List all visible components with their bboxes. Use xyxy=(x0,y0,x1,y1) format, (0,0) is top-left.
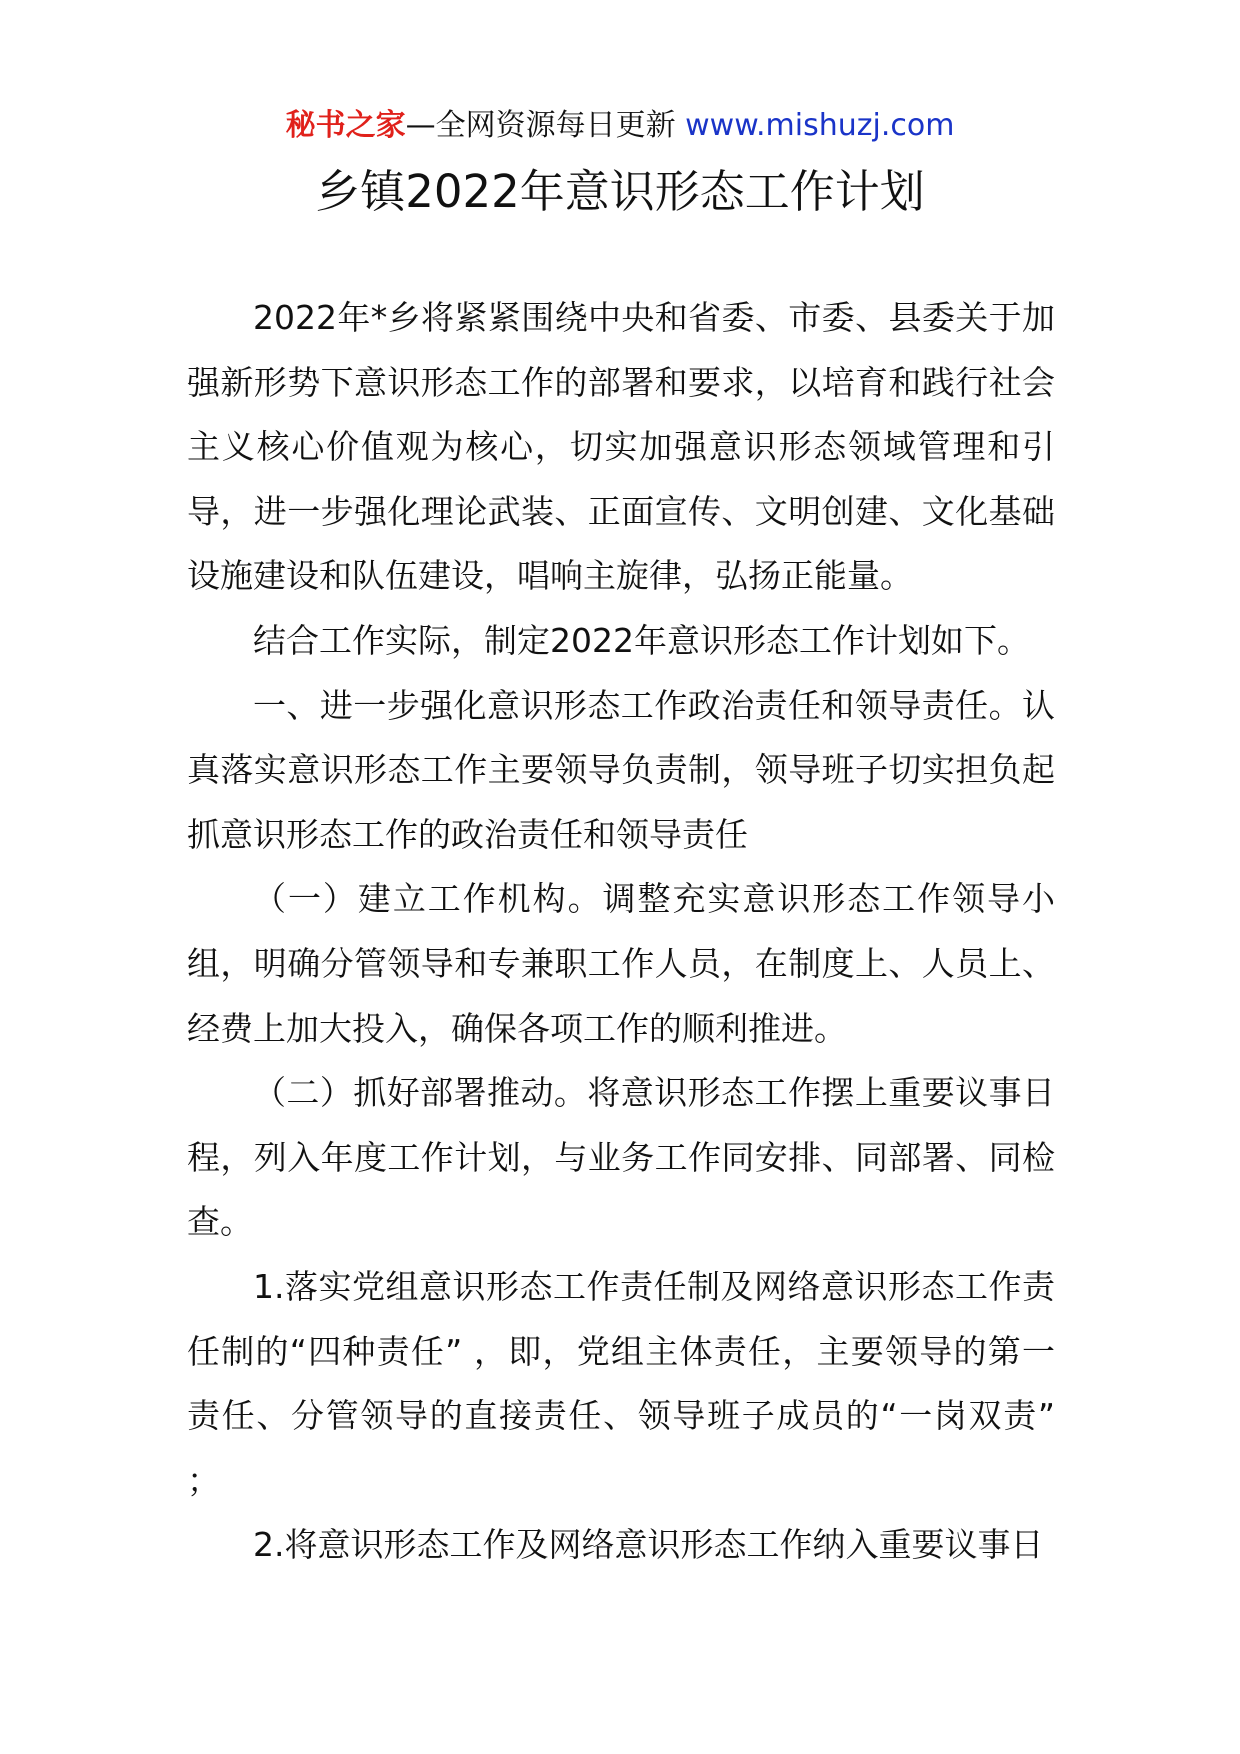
header-tagline: —全网资源每日更新 xyxy=(405,108,686,143)
brand-name: 秘书之家 xyxy=(285,108,406,143)
paragraph-subsection-two: （二）抓好部署推动。将意识形态工作摆上重要议事日程，列入年度工作计划，与业务工作同安排、同部署、同检查。 xyxy=(187,1073,1055,1242)
paragraph-intro: 2022年*乡将紧紧围绕中央和省委、市委、县委关于加强新形势下意识形态工作的部署和要求，以培育和践行社会主义核心价值观为核心，切实加强意识形态领域管理和引导，进一步强化理论武装、正面宣传、文明创建、文化基础设施建设和队伍建设，唱响主旋律，弘扬正能量。 xyxy=(187,298,1055,596)
site-url-link[interactable]: www.mishuzj.com xyxy=(685,108,955,143)
paragraph-item-two: 2.将意识形态工作及网络意识形态工作纳入重要议事日 xyxy=(253,1525,1044,1565)
site-header xyxy=(0,104,1240,148)
paragraph-section-one: 一、进一步强化意识形态工作政治责任和领导责任。认真落实意识形态工作主要领导负责制，领导班子切实担负起抓意识形态工作的政治责任和领导责任 xyxy=(187,685,1055,854)
paragraph-plan-statement: 结合工作实际，制定2022年意识形态工作计划如下。 xyxy=(253,620,1030,660)
paragraph-item-one: 1.落实党组意识形态工作责任制及网络意识形态工作责任制的“四种责任” ，即，党组主体责任，主要领导的第一责任、分管领导的直接责任、领导班子成员的“一岗双责” ； xyxy=(187,1266,1055,1500)
document-title: 乡镇2022年意识形态工作计划 xyxy=(315,165,925,218)
document-body xyxy=(187,286,1055,1578)
paragraph-subsection-one: （一）建立工作机构。调整充实意识形态工作领导小组，明确分管领导和专兼职工作人员，在制度上、人员上、经费上加大投入，确保各项工作的顺利推进。 xyxy=(187,879,1055,1048)
